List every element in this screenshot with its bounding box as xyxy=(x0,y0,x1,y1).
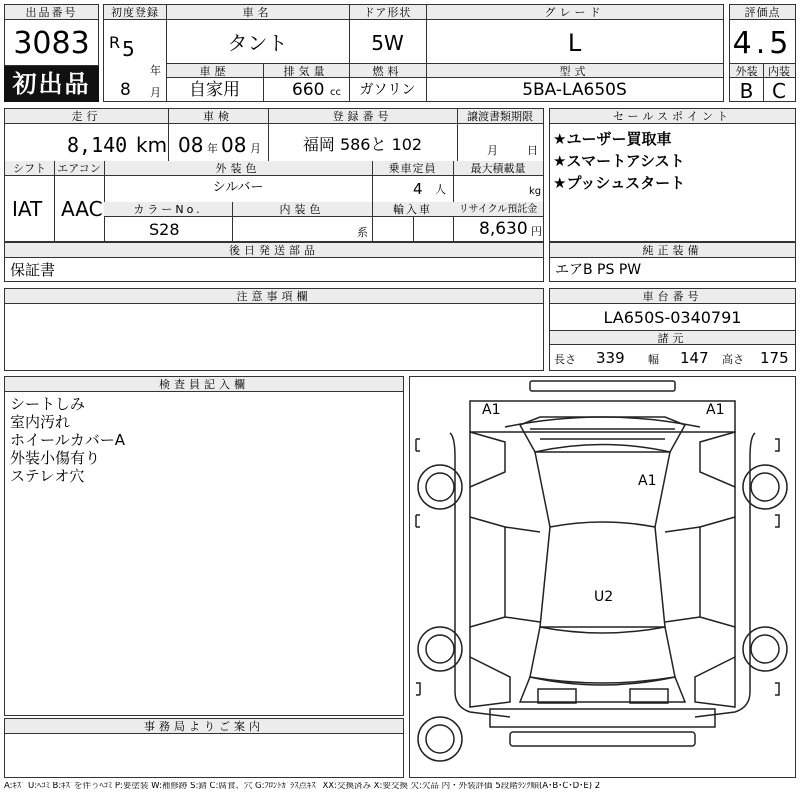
equipment-box xyxy=(549,242,796,282)
damage-diagram-box xyxy=(409,376,796,778)
car-name-value: タント xyxy=(227,31,288,55)
inspector-line: ホイールカバーA xyxy=(10,431,125,449)
aircon-value: AAC xyxy=(61,197,103,221)
score-value: 4.5 xyxy=(732,26,793,61)
import-header: 輸入車 xyxy=(372,202,453,217)
inspection-year: 08 xyxy=(178,133,204,157)
lot-header: 出品番号 xyxy=(5,5,98,20)
inspection-month: 08 xyxy=(221,133,247,157)
fuel-value: ガソリン xyxy=(359,82,416,98)
score-box xyxy=(729,4,796,102)
shift-header: シフト xyxy=(5,161,54,176)
inspector-line: 外装小傷有り xyxy=(10,449,101,467)
capacity-header: 乗車定員 xyxy=(372,161,453,176)
chassis-box xyxy=(549,288,796,371)
later-parts-box xyxy=(4,242,544,282)
later-parts-header: 後日発送部品 xyxy=(5,243,543,258)
max-load-header: 最大積載量 xyxy=(453,161,543,176)
fuel-header: 燃料 xyxy=(349,63,426,78)
int-score-header: 内装 xyxy=(763,63,795,78)
inspection-header: 車検 xyxy=(168,109,268,124)
sales-points-header: セールスポイント xyxy=(550,109,795,124)
ext-score-header: 外装 xyxy=(730,63,763,78)
recycle-value: 8,630 xyxy=(479,219,528,239)
max-load-unit: kg xyxy=(529,186,542,197)
history-value: 自家用 xyxy=(189,80,240,100)
int-color-header: 内装色 xyxy=(232,202,372,217)
color-no-header: カラーNo. xyxy=(104,202,232,217)
equipment-header: 純正装備 xyxy=(550,243,795,258)
vehicle-info-box xyxy=(103,4,724,102)
dims-header: 諸元 xyxy=(550,330,795,345)
door-header: ドア形状 xyxy=(349,5,426,20)
grade-value: L xyxy=(567,29,582,57)
color-no-value: S28 xyxy=(149,220,180,239)
capacity-value: 4 xyxy=(413,180,423,198)
first-reg-header: 初度登録 xyxy=(104,5,166,20)
int-color-unit: 系 xyxy=(357,226,368,239)
chassis-value: LA650S-0340791 xyxy=(603,308,742,327)
displacement-unit: cc xyxy=(330,87,341,98)
lot-box xyxy=(4,4,99,66)
shift-value: IAT xyxy=(12,197,43,221)
lot-number: 3083 xyxy=(13,26,90,61)
inspector-box xyxy=(4,376,404,716)
inspector-line: 室内汚れ xyxy=(10,413,71,431)
dims-height: 175 xyxy=(760,349,789,367)
grade-header: グレード xyxy=(426,5,723,20)
sales-point-item: ★ユーザー買取車 xyxy=(553,130,672,148)
notes-header: 注意事項欄 xyxy=(5,289,543,304)
damage-mark: U2 xyxy=(594,589,614,605)
model-value: 5BA-LA650S xyxy=(522,80,627,100)
transfer-header: 譲渡書類期限 xyxy=(457,109,543,124)
car-name-header: 車名 xyxy=(166,5,349,20)
mileage-header: 走行 xyxy=(5,109,168,124)
score-header: 評価点 xyxy=(730,5,795,20)
inspector-line: シートしみ xyxy=(10,395,86,413)
office-header: 事務局よりご案内 xyxy=(5,719,403,734)
dims-height-label: 高さ xyxy=(722,353,744,366)
history-header: 車歴 xyxy=(166,63,263,78)
legend-text: A:ｷｽﾞ U:ﾍｺﾐ B:ｷｽﾞを伴うﾍｺﾐ P:要塗装 W:補修跡 S:錆 C:腐食、穴 G:ﾌﾛﾝﾄｶﾞﾗｽ点ｷｽﾞ XX:交換済み X:要交換 欠:欠品 内・外装評価 5段階ﾗﾝｸ順(A･B･C･D･E) 2 xyxy=(4,782,601,791)
damage-mark: A1 xyxy=(482,402,501,418)
sales-point-item: ★プッシュスタート xyxy=(553,174,686,192)
office-box xyxy=(4,718,404,778)
recycle-header: リサイクル預託金 xyxy=(453,202,543,217)
car-diagram xyxy=(410,377,795,777)
capacity-unit: 人 xyxy=(435,183,446,196)
chassis-header: 車台番号 xyxy=(550,289,795,304)
first-reg-month-unit: 月 xyxy=(150,86,161,99)
recycle-unit: 円 xyxy=(531,225,542,238)
transfer-day-unit: 日 xyxy=(527,144,538,157)
model-header: 型式 xyxy=(426,63,723,78)
first-reg-month: 8 xyxy=(120,80,131,100)
ext-color-header: 外装色 xyxy=(104,161,372,176)
aircon-header: エアコン xyxy=(54,161,104,176)
ext-score: B xyxy=(739,79,754,103)
damage-mark: A1 xyxy=(706,402,725,418)
plate-value: 福岡 586と 102 xyxy=(302,135,423,154)
ext-color-value: シルバー xyxy=(212,180,264,195)
notes-box xyxy=(4,288,544,371)
inspection-month-unit: 月 xyxy=(250,142,261,155)
door-value: 5W xyxy=(371,31,404,55)
damage-mark: A1 xyxy=(638,473,657,489)
displacement-value: 660 xyxy=(292,80,325,100)
sales-points-box xyxy=(549,108,796,242)
displacement-header: 排気量 xyxy=(263,63,349,78)
first-reg-year: 5 xyxy=(122,37,135,61)
dims-width-label: 幅 xyxy=(648,353,659,366)
inspector-line: ステレオ穴 xyxy=(10,467,85,485)
first-reg-era: R xyxy=(109,33,121,52)
spare-wheel-icon xyxy=(418,717,462,761)
equipment-value: エアB PS PW xyxy=(555,262,642,278)
details-box xyxy=(4,108,544,242)
transfer-month-unit: 月 xyxy=(487,144,498,157)
dims-length-label: 長さ xyxy=(554,353,576,366)
dims-width: 147 xyxy=(680,349,709,367)
later-parts-value: 保証書 xyxy=(10,261,56,279)
first-listing-badge: 初出品 xyxy=(4,66,99,102)
first-reg-year-unit: 年 xyxy=(150,64,161,77)
inspector-header: 検査員記入欄 xyxy=(5,377,403,392)
mileage-unit: km xyxy=(136,133,168,157)
dims-length: 339 xyxy=(596,349,625,367)
plate-header: 登録番号 xyxy=(268,109,457,124)
sales-point-item: ★スマートアシスト xyxy=(553,152,685,170)
inspection-year-unit: 年 xyxy=(207,142,218,155)
int-score: C xyxy=(772,79,786,103)
mileage-value: 8,140 xyxy=(67,133,128,157)
